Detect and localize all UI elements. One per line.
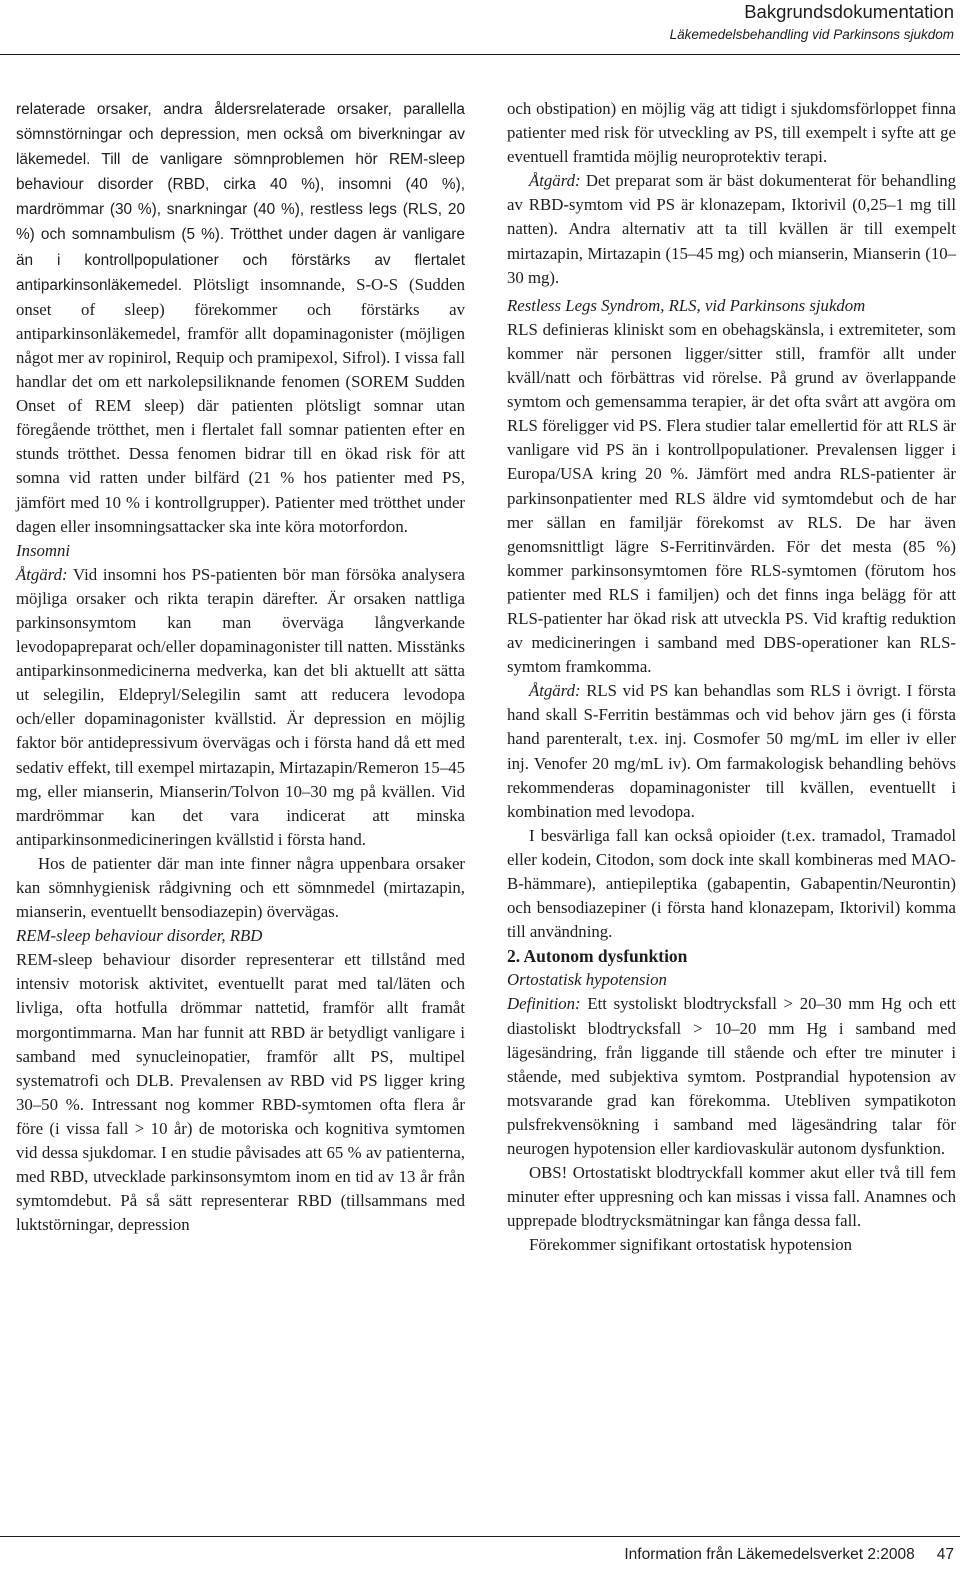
text-run: Ett systoliskt blodtrycksfall > 20–30 mm Hg och ett diastoliskt blodtrycksfall > 10–20 mm Hg i samband med lägesändring, från liggande till stående och efter tre minuter i stående, med subjektiva symtom. Postprandial hypotension av motsvarande grad kan förekomma. Utebliven sympatikoton pulsfrekvensökning i samband med lägesändring talar för neurogen hypotension eller kardiovaskulär autonom dysfunktion. (507, 994, 956, 1159)
paragraph-obs: OBS! Ortostatiskt blodtryckfall kommer akut eller två till fem minuter efter uppresning och kan missas i vissa fall. Anamnes och upprepade blodtrycksmätningar kan fånga dessa fall. (507, 1163, 956, 1231)
paragraph-rbd: REM-sleep behaviour disorder representerar ett tillstånd med intensiv motorisk aktivitet, eventuellt parat med tal/läten och livliga, ofta hotfulla drömmar nattetid, framför allt framåt morgontimmarna. Man har funnit att RBD är betydligt vanligare i samband med synucleinopatier, framför allt PS, multipel systematrofi och DLB. Prevalensen av RBD vid PS ligger kring 30–50 %. Intressant nog kommer RBD-symtomen ofta flera år före (i vissa fall > 10 år) de motoriska och kognitiva symtomen vid dessa sjukdomar. I en studie påvisades att 65 % av patienterna, med RBD, utvecklade parkinsonsymtom inom en tid av 13 år från symtomdebut. På så sätt representerar RBD (tillsammans med luktstörningar, depression (16, 950, 465, 1235)
footer-rule (0, 1536, 960, 1537)
paragraph-rls-atgard (507, 679, 956, 824)
heading-rls: Restless Legs Syndrom, RLS, vid Parkinsons sjukdom (507, 295, 866, 315)
left-column (16, 97, 465, 1237)
text-run: RLS vid PS kan behandlas som RLS i övrigt. I första hand skall S-Ferritin bestämmas och vid behov järn ges (i första hand parenteralt, t.ex. inj. Cosmofer 50 mg/mL im eller iv eller inj. Venofer 20 mg/mL iv). Om farmakologisk behandling behövs rekommenderas dopaminagonister till kvällen, eventuellt i kombination med levodopa. (507, 681, 956, 821)
paragraph-rbd-atgard (507, 169, 956, 289)
paragraph-rbd-continued: och obstipation) en möjlig väg att tidigt i sjukdomsförloppet finna patienter med risk för utveckling av PS, till exempelt i syfte att ge eventuell framtida möjlig neuroprotektiv terapi. (507, 99, 956, 167)
label-atgard: Åtgärd: (529, 171, 581, 191)
header-subtitle: Läkemedelsbehandling vid Parkinsons sjukdom (669, 27, 954, 42)
label-atgard: Åtgärd: (529, 681, 581, 701)
header-title: Bakgrundsdokumentation (744, 1, 954, 22)
label-atgard: Åtgärd: (16, 564, 68, 584)
text-run: Vid insomni hos PS-patienten bör man försöka analysera möjliga orsaker och rikta terapin därefter. Är orsaken nattliga parkinsonsymtom kan man överväga långverkande levodopapreparat och/eller dopaminagonister till natten. Misstänks antiparkinsonmedicinerna medverka, kan det bli aktuellt att sätta ut selegilin, Eldepryl/Selegilin samt att reducera levodopa och/eller dopaminagonister kvällstid. Är depression en möjlig faktor bör antidepressivum övervägas och i första hand då ett med sedativ effekt, till exempel mirtazapin, Mirtazapin/Remeron 15–45 mg, eller mianserin, Mianserin/Tolvon 10–30 mg på kvällen. Vid mardrömmar kan det vara indicerat att minska antiparkinsonmedicineringen kvällstid i första hand. (16, 564, 465, 849)
page-number: 47 (936, 1546, 954, 1563)
paragraph-definition (507, 992, 956, 1161)
right-column (507, 97, 956, 1258)
heading-rbd: REM-sleep behaviour disorder, RBD (16, 926, 263, 946)
footer-source: Information från Läkemedelsverket 2:2008 (624, 1546, 915, 1563)
text-run: Plötsligt insomnande, S-O-S (Sudden onset of sleep) förekommer och förstärks av antiparkinsonläkemedel, framför allt dopaminagonister (möjligen något mer av ropinirol, Requip och pramipexol, Sifrol). I vissa fall handlar det om ett narkolepsiliknande fenomen (SOREM Sudden Onset of REM sleep) där patienten plötsligt somnar utan föregående trötthet, men i flertalet fall somnar patienten efter en stunds trötthet. Dessa fenomen bidrar till en ökad risk för att somna vid ratten under bilfärd (21 % hos patienter med PS, jämfört med 10 % i kontrollgrupper). Patienter med trötthet under dagen eller insomningsattacker ska inte köra motorfordon. (16, 274, 465, 536)
paragraph-rls: RLS definieras kliniskt som en obehagskänsla, i extremiteter, som kommer när personen ligger/sitter still, framför allt under kväll/natt och förbättras vid rörelse. På grund av överlappande symtom och gemensamma terapier, är det ofta svårt att avgöra om RLS föreligger vid PS. Flera studier talar emellertid för att RLS är vanligare vid PS än i kontrollpopulationer. Prevalensen ligger i Europa/USA kring 20 %. Jämfört med andra RLS-patienter är parkinsonpatienter med RLS äldre vid symtomdebut och de har mer sällan en familjär förekomst av RLS. De har även genomsnittligt lägre S-Ferritinvärden. För det mesta (85 %) kommer parkinsonsymtomen före RLS-symtomen (förutom hos patienter med RLS i familjen) och det finns inga belägg för att RLS-patienter har ökad risk att utveckla PS. Vid kraftig reduktion av medicineringen i samband med DBS-operationer kan RLS-symtom framkomma. (507, 319, 956, 677)
paragraph-insomni-atgard (16, 563, 465, 852)
heading-ortostatisk-hypotension: Ortostatisk hypotension (507, 970, 667, 990)
paragraph-opioider: I besvärliga fall kan också opioider (t.ex. tramadol, Tramadol eller kodein, Citodon, som dock inte skall kombineras med MAO-B-hämmare), antiepileptika (gabapentin, Gabapentin/Neurontin) och bensodiazepiner (i första hand klonazepam, Iktorivil) komma till användning. (507, 825, 956, 942)
paragraph-sleep-causes (16, 97, 465, 539)
page-footer (624, 1546, 954, 1564)
running-header (670, 0, 954, 44)
paragraph-somnmedel: Hos de patienter där man inte finner några uppenbara orsaker kan sömnhygienisk rådgivning och ett sömnmedel (mirtazapin, mianserin, eventuellt bensodiazepin) övervägas. (16, 853, 465, 922)
heading-insomni: Insomni (16, 540, 71, 560)
text-run: Det preparat som är bäst dokumenterat för behandling av RBD-symtom vid PS är klonazepam, Iktorivil (0,25–1 mg till natten). Andra alternativ att ta till kvällen är till exempelt mirtazapin, Mirtazapin (15–45 mg) och mianserin, Mianserin (10–30 mg). (507, 171, 956, 287)
heading-autonom-dysfunktion: 2. Autonom dysfunktion (507, 946, 688, 967)
text-sans-run: relaterade orsaker, andra åldersrelaterade orsaker, parallella sömnstörningar och depression, men också om biverkningar av läkemedel. Till de vanligare sömnproblemen hör REM-sleep behaviour disorder (RBD, cirka 40 %), insomni (40 %), mardrömmar (30 %), snarkningar (40 %), restless legs (RLS, 20 %) och somnambulism (5 %). Trötthet under dagen är vanligare än i kontrollpopulationer och förstärks av flertalet antiparkinsonläkemedel. (16, 101, 465, 294)
paragraph-ortostatisk: Förekommer signifikant ortostatisk hypotension (529, 1235, 853, 1255)
header-rule (0, 54, 960, 55)
label-definition: Definition: (507, 994, 581, 1014)
